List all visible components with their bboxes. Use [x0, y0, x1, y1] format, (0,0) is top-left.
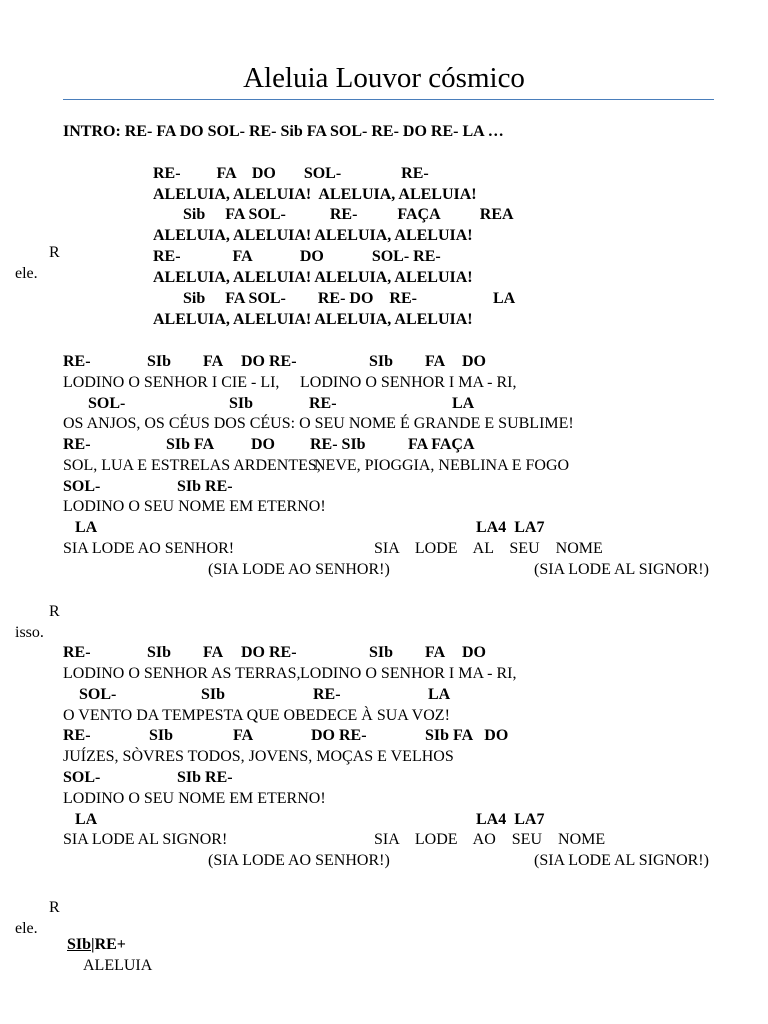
lyric-line: LODINO O SENHOR I MA - RI,	[300, 374, 517, 391]
intro-line: INTRO: RE- FA DO SOL- RE- Sib FA SOL- RE- DO RE- LA …	[63, 123, 504, 140]
chord: RE-	[63, 353, 91, 370]
lyric-line: LODINO O SEU NOME EM ETERNO!	[63, 498, 326, 515]
chord: FA	[233, 727, 254, 744]
echo-line: (SIA LODE AO SENHOR!)	[208, 852, 390, 869]
chord: SIb	[147, 353, 172, 370]
chord: SOL-	[88, 395, 126, 412]
chord: SIb RE-	[177, 769, 233, 786]
chord: LA	[428, 686, 451, 703]
chord: LA4 LA7	[476, 519, 545, 536]
lyric-line: LODINO O SENHOR AS TERRAS,	[63, 665, 301, 682]
title-underline	[63, 99, 714, 100]
lyric-line: OS ANJOS, OS CÉUS DOS CÉUS: O SEU NOME É GRANDE E SUBLIME!	[63, 415, 574, 432]
chord: DO	[462, 353, 486, 370]
lyric-line: LODINO O SENHOR I MA - RI,	[300, 665, 517, 682]
lyric-line: SOL, LUA E ESTRELAS ARDENTES,	[63, 457, 321, 474]
chord: SIb FA	[166, 436, 215, 453]
margin-marker: R	[49, 899, 60, 916]
page-title: Aleluia Louvor cósmico	[243, 62, 525, 94]
chord-line: Sib FA SOL- RE- FAÇA REA	[183, 206, 514, 223]
ending-chords	[67, 935, 126, 955]
lyric-line: SIA LODE AO SEU NOME	[374, 831, 606, 848]
chord: SIb	[149, 727, 174, 744]
margin-note: ele.	[15, 920, 38, 937]
margin-marker: R	[49, 244, 60, 261]
chord: RE-	[309, 395, 337, 412]
chord: SIb	[201, 686, 226, 703]
echo-line: (SIA LODE AO SENHOR!)	[208, 561, 390, 578]
lyric-line: ALELUIA, ALELUIA! ALELUIA, ALELUIA!	[153, 227, 473, 244]
echo-line: (SIA LODE AL SIGNOR!)	[534, 852, 709, 869]
lyric-line: ALELUIA, ALELUIA! ALELUIA, ALELUIA!	[153, 186, 477, 203]
chord: SIb	[229, 395, 254, 412]
chord: LA	[75, 811, 98, 828]
chord: FA FAÇA	[408, 436, 475, 453]
ending-lyric: ALELUIA	[83, 957, 153, 974]
ending-chord: RE+	[94, 936, 126, 953]
chord: RE-	[63, 727, 91, 744]
margin-note: isso.	[15, 624, 44, 641]
lyric-line: O VENTO DA TEMPESTA QUE OBEDECE À SUA VOZ!	[63, 707, 450, 724]
margin-note: ele.	[15, 265, 38, 282]
chord: SIb RE-	[177, 478, 233, 495]
lyric-line: NEVE, PIOGGIA, NEBLINA E FOGO	[314, 457, 570, 474]
chord: FA	[203, 353, 224, 370]
chord: DO RE-	[311, 727, 367, 744]
chord: FA	[425, 644, 446, 661]
chord: FA	[203, 644, 224, 661]
chord: SIb	[369, 353, 394, 370]
chord: DO RE-	[241, 644, 297, 661]
chord: LA	[75, 519, 98, 536]
margin-marker: R	[49, 603, 60, 620]
lyric-line: SIA LODE AO SENHOR!	[63, 540, 235, 557]
chord: LA	[452, 395, 475, 412]
chord: RE- SIb	[310, 436, 366, 453]
chord-separator: |	[91, 936, 95, 953]
chord: DO	[251, 436, 275, 453]
lyric-line: ALELUIA, ALELUIA! ALELUIA, ALELUIA!	[153, 269, 473, 286]
chord-line: RE- FA DO SOL- RE-	[153, 248, 441, 265]
chord: RE-	[63, 436, 91, 453]
chord: LA4 LA7	[476, 811, 545, 828]
chord: SIb FA DO	[425, 727, 509, 744]
lyric-line: JUÍZES, SÒVRES TODOS, JOVENS, MOÇAS E VELHOS	[63, 748, 454, 765]
lyric-line: ALELUIA, ALELUIA! ALELUIA, ALELUIA!	[153, 311, 473, 328]
echo-line: (SIA LODE AL SIGNOR!)	[534, 561, 709, 578]
chord: SOL-	[63, 478, 101, 495]
lyric-line: LODINO O SENHOR I CIE - LI,	[63, 374, 280, 391]
chord: RE-	[313, 686, 341, 703]
chord: FA	[425, 353, 446, 370]
lyric-line: SIA LODE AL SIGNOR!	[63, 831, 228, 848]
chord: SIb	[369, 644, 394, 661]
ending-chord: SIb	[67, 936, 92, 953]
chord-line: RE- FA DO SOL- RE-	[153, 165, 429, 182]
chord: DO RE-	[241, 353, 297, 370]
chord: SOL-	[63, 769, 101, 786]
lyric-line: SIA LODE AL SEU NOME	[374, 540, 603, 557]
chord: DO	[462, 644, 486, 661]
chord-line: Sib FA SOL- RE- DO RE- LA	[183, 290, 516, 307]
chord: SOL-	[79, 686, 117, 703]
lyric-line: LODINO O SEU NOME EM ETERNO!	[63, 790, 326, 807]
chord: SIb	[147, 644, 172, 661]
chord: RE-	[63, 644, 91, 661]
